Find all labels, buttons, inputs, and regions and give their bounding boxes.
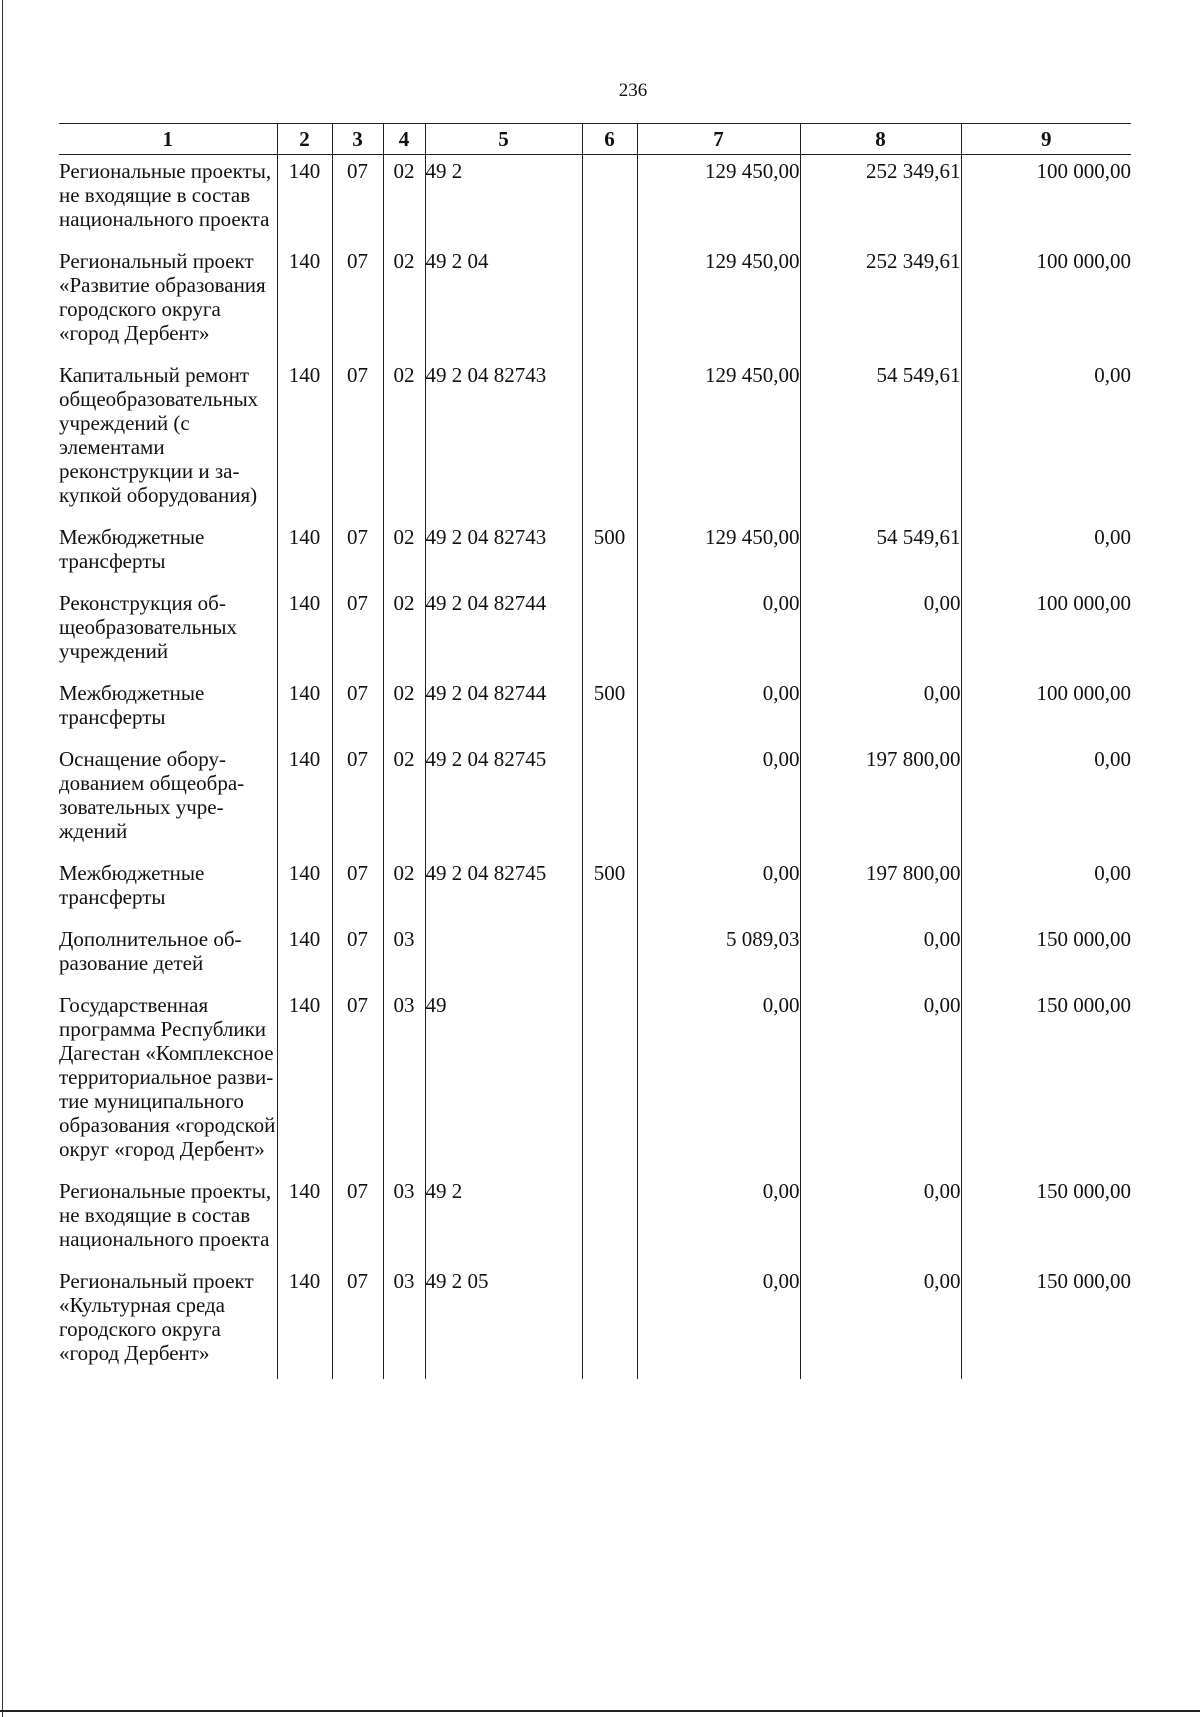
- table-row: [59, 923, 1131, 989]
- cell-col-2: 140: [277, 989, 332, 1175]
- cell-col-2: 140: [277, 1265, 332, 1379]
- cell-col-5: 49 2 04 82745: [425, 743, 582, 857]
- row-name: Региональные проекты, не входящие в состав национального проекта: [59, 155, 277, 246]
- column-header-5: 5: [425, 124, 582, 155]
- table-row: [59, 155, 1131, 246]
- row-name: Региональный проект «Развитие образования городского округа «город Дербент»: [59, 245, 277, 359]
- cell-col-7: 129 450,00: [637, 245, 800, 359]
- cell-col-2: 140: [277, 923, 332, 989]
- column-header-2: 2: [277, 124, 332, 155]
- column-header-7: 7: [637, 124, 800, 155]
- cell-col-6: [582, 587, 637, 677]
- cell-col-9: 150 000,00: [961, 923, 1131, 989]
- table-row: [59, 359, 1131, 521]
- cell-col-7: 0,00: [637, 1175, 800, 1265]
- cell-col-2: 140: [277, 521, 332, 587]
- cell-col-2: 140: [277, 359, 332, 521]
- cell-col-5: 49 2 04: [425, 245, 582, 359]
- cell-col-5: 49 2: [425, 155, 582, 246]
- cell-col-6: [582, 359, 637, 521]
- cell-col-4: 02: [383, 743, 425, 857]
- row-name: Реконструкция общеобразовательных учреждений: [59, 587, 277, 677]
- header-row: [59, 124, 1131, 155]
- cell-col-8: 197 800,00: [800, 743, 961, 857]
- table-row: [59, 587, 1131, 677]
- cell-col-5: 49 2 04 82744: [425, 587, 582, 677]
- cell-col-4: 03: [383, 923, 425, 989]
- column-header-8: 8: [800, 124, 961, 155]
- cell-col-4: 02: [383, 245, 425, 359]
- cell-col-6: [582, 245, 637, 359]
- cell-col-7: 0,00: [637, 989, 800, 1175]
- cell-col-3: 07: [332, 857, 383, 923]
- cell-col-5: 49 2 04 82743: [425, 521, 582, 587]
- scan-edge-bottom: [0, 1710, 1200, 1712]
- row-name: Дополнительное образование детей: [59, 923, 277, 989]
- table-row: [59, 989, 1131, 1175]
- cell-col-3: 07: [332, 359, 383, 521]
- cell-col-5: 49 2 04 82743: [425, 359, 582, 521]
- table-row: [59, 1265, 1131, 1379]
- cell-col-8: 0,00: [800, 989, 961, 1175]
- table-row: [59, 245, 1131, 359]
- cell-col-6: [582, 1175, 637, 1265]
- cell-col-3: 07: [332, 521, 383, 587]
- cell-col-9: 0,00: [961, 359, 1131, 521]
- cell-col-8: 252 349,61: [800, 245, 961, 359]
- cell-col-3: 07: [332, 155, 383, 246]
- cell-col-7: 0,00: [637, 857, 800, 923]
- cell-col-2: 140: [277, 587, 332, 677]
- column-header-1: 1: [59, 124, 277, 155]
- cell-col-7: 129 450,00: [637, 359, 800, 521]
- cell-col-7: 0,00: [637, 743, 800, 857]
- row-name: Капитальный ремонт общеобразовательных учреждений (с элементами реконструкции и закупкой оборудования): [59, 359, 277, 521]
- cell-col-8: 54 549,61: [800, 359, 961, 521]
- cell-col-8: 252 349,61: [800, 155, 961, 246]
- cell-col-2: 140: [277, 857, 332, 923]
- cell-col-6: [582, 743, 637, 857]
- row-name: Межбюджетные трансферты: [59, 857, 277, 923]
- cell-col-8: 0,00: [800, 587, 961, 677]
- row-name: Государственная программа Республики Дагестан «Комплексное территориальное развитие муниципального образования «городской округ «город Дербент»: [59, 989, 277, 1175]
- cell-col-5: 49 2 04 82745: [425, 857, 582, 923]
- cell-col-7: 129 450,00: [637, 521, 800, 587]
- cell-col-7: 129 450,00: [637, 155, 800, 246]
- table-row: [59, 677, 1131, 743]
- cell-col-4: 03: [383, 989, 425, 1175]
- cell-col-9: 0,00: [961, 743, 1131, 857]
- scan-edge-left: [2, 0, 3, 1717]
- column-header-4: 4: [383, 124, 425, 155]
- cell-col-4: 02: [383, 587, 425, 677]
- cell-col-5: 49 2 05: [425, 1265, 582, 1379]
- cell-col-9: 100 000,00: [961, 245, 1131, 359]
- cell-col-8: 54 549,61: [800, 521, 961, 587]
- cell-col-4: 02: [383, 359, 425, 521]
- cell-col-8: 0,00: [800, 1265, 961, 1379]
- cell-col-2: 140: [277, 677, 332, 743]
- cell-col-9: 150 000,00: [961, 1265, 1131, 1379]
- cell-col-4: 02: [383, 677, 425, 743]
- cell-col-7: 0,00: [637, 587, 800, 677]
- cell-col-3: 07: [332, 1265, 383, 1379]
- cell-col-4: 02: [383, 857, 425, 923]
- row-name: Межбюджетные трансферты: [59, 677, 277, 743]
- cell-col-2: 140: [277, 1175, 332, 1265]
- cell-col-8: 0,00: [800, 1175, 961, 1265]
- cell-col-6: [582, 923, 637, 989]
- cell-col-3: 07: [332, 923, 383, 989]
- cell-col-4: 03: [383, 1175, 425, 1265]
- cell-col-3: 07: [332, 587, 383, 677]
- table-row: [59, 521, 1131, 587]
- cell-col-5: 49 2: [425, 1175, 582, 1265]
- cell-col-3: 07: [332, 677, 383, 743]
- table-body: [59, 155, 1131, 1380]
- cell-col-9: 100 000,00: [961, 587, 1131, 677]
- cell-col-6: [582, 155, 637, 246]
- row-name: Региональные проекты, не входящие в состав национального проекта: [59, 1175, 277, 1265]
- cell-col-9: 100 000,00: [961, 155, 1131, 246]
- cell-col-9: 100 000,00: [961, 677, 1131, 743]
- cell-col-7: 0,00: [637, 1265, 800, 1379]
- cell-col-6: [582, 989, 637, 1175]
- row-name: Региональный проект «Культурная среда городского округа «город Дербент»: [59, 1265, 277, 1379]
- cell-col-5: 49: [425, 989, 582, 1175]
- cell-col-7: 0,00: [637, 677, 800, 743]
- cell-col-9: 150 000,00: [961, 1175, 1131, 1265]
- column-header-3: 3: [332, 124, 383, 155]
- row-name: Оснащение оборудованием общеобразовательных учреждений: [59, 743, 277, 857]
- cell-col-4: 03: [383, 1265, 425, 1379]
- cell-col-4: 02: [383, 155, 425, 246]
- cell-col-4: 02: [383, 521, 425, 587]
- cell-col-8: 197 800,00: [800, 857, 961, 923]
- cell-col-8: 0,00: [800, 677, 961, 743]
- budget-table: [59, 123, 1131, 1379]
- column-header-6: 6: [582, 124, 637, 155]
- table-row: [59, 857, 1131, 923]
- cell-col-9: 0,00: [961, 521, 1131, 587]
- cell-col-3: 07: [332, 1175, 383, 1265]
- cell-col-6: 500: [582, 857, 637, 923]
- cell-col-9: 150 000,00: [961, 989, 1131, 1175]
- cell-col-3: 07: [332, 245, 383, 359]
- cell-col-2: 140: [277, 155, 332, 246]
- table-row: [59, 1175, 1131, 1265]
- cell-col-6: 500: [582, 677, 637, 743]
- cell-col-6: [582, 1265, 637, 1379]
- table-row: [59, 743, 1131, 857]
- cell-col-2: 140: [277, 743, 332, 857]
- page-number: 236: [618, 80, 648, 101]
- cell-col-3: 07: [332, 989, 383, 1175]
- cell-col-8: 0,00: [800, 923, 961, 989]
- cell-col-5: [425, 923, 582, 989]
- cell-col-9: 0,00: [961, 857, 1131, 923]
- cell-col-5: 49 2 04 82744: [425, 677, 582, 743]
- cell-col-3: 07: [332, 743, 383, 857]
- column-header-9: 9: [961, 124, 1131, 155]
- cell-col-2: 140: [277, 245, 332, 359]
- row-name: Межбюджетные трансферты: [59, 521, 277, 587]
- cell-col-6: 500: [582, 521, 637, 587]
- cell-col-7: 5 089,03: [637, 923, 800, 989]
